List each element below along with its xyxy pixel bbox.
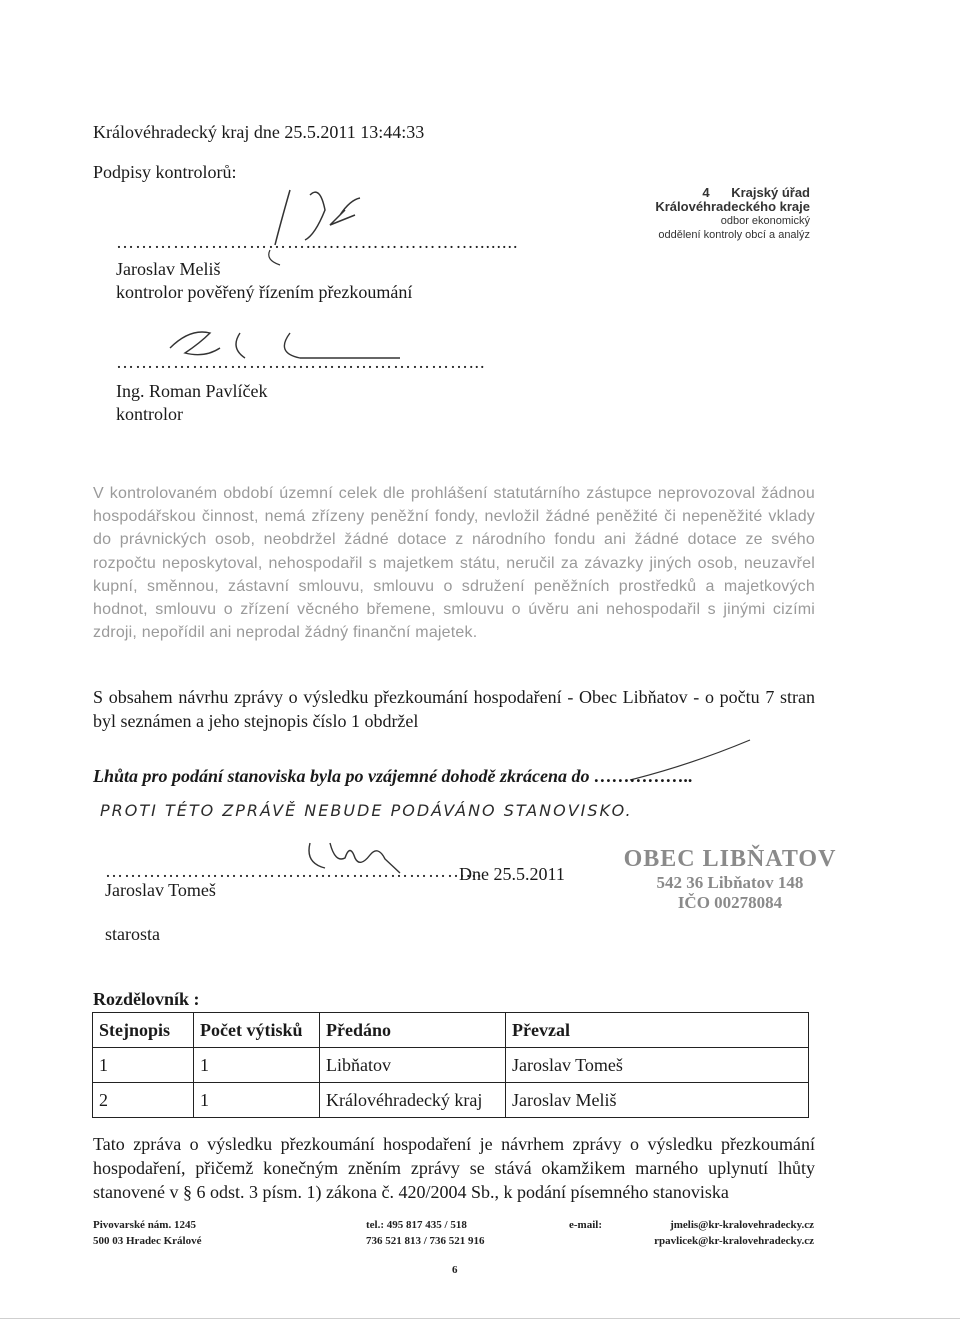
page-number: 6 [452,1264,458,1276]
footer-address [93,1217,201,1249]
footer-phone [366,1217,485,1249]
table-cell: Jaroslav Tomeš [506,1048,809,1083]
footer-email-1[interactable]: jmelis@kr-kralovehradecky.cz [670,1219,814,1231]
signature-melis [250,180,390,270]
table-header-cell: Počet výtisků [194,1013,320,1048]
footer-phone-line1: tel.: 495 817 435 / 518 [366,1219,467,1231]
footer-address-line2: 500 03 Hradec Králové [93,1235,202,1247]
signature-line-2: ………………………..………………………... [116,352,486,372]
table-header-cell: Stejnopis [93,1013,194,1048]
controller-2-name: Ing. Roman Pavlíček [116,381,268,401]
controller-1-name: Jaroslav Meliš [116,259,221,279]
municipality-stamp-line2: 542 36 Libňatov 148 [656,873,804,892]
mayor-name: Jaroslav Tomeš [105,880,216,900]
mayor-role: starosta [105,924,160,944]
page-edge-rule [0,1318,960,1319]
mayor-signature-line: …………………………………………………... [105,861,483,881]
municipality-stamp [620,846,840,913]
stamp-line3: odbor ekonomický [720,215,810,227]
table-cell: Jaroslav Meliš [506,1083,809,1118]
table-cell: 2 [93,1083,194,1118]
footer-email-2[interactable]: rpavlicek@kr-kralovehradecky.cz [654,1235,814,1247]
table-header-row [93,1013,809,1048]
table-header-cell: Předáno [320,1013,506,1048]
mayor-date: Dne 25.5.2011 [459,864,565,884]
municipality-stamp-line1: OBEC LIBŇATOV [623,846,837,872]
stamp-line2: Královéhradeckého kraje [655,199,810,214]
table-header-cell: Převzal [506,1013,809,1048]
controller-2-role: kontrolor [116,404,183,424]
signature-line-1: …………………………...……………………........ [116,232,519,252]
document-date-line: Královéhradecký kraj dne 25.5.2011 13:44:33 [93,122,425,142]
distribution-table [92,1012,809,1118]
closing-paragraph: Tato zpráva o výsledku přezkoumání hospodaření je návrhem zprávy o výsledku přezkoumání hospodaření, přičemž konečným zněním zprávy se stává okamžikem marného uplynutí lhůty stanovené v § 6 odst. 3 písm. 1) zákona č. 420/2004 Sb., k podání písemného stanoviska [93,1134,815,1202]
acknowledgement-paragraph: S obsahem návrhu zprávy o výsledku přezkoumání hospodaření - Obec Libňatov - o počtu 7 stran byl seznámen a jeho stejnopis číslo 1 obdržel [93,687,815,731]
stamp-number: 4 [702,185,710,200]
table-row [93,1048,809,1083]
statement-paragraph: V kontrolovaném období územní celek dle prohlášení statutárního zástupce neprovozoval žádnou hospodářskou činnost, nemá zřízeny peněžní fondy, nevložil žádné peněžité či nepeněžité vklady do právnických osob, neobdržel žádné dotace z národního fondu ani žádné dotace ze svého rozpočtu neposkytoval, nehospodařil s majetkem státu, neručil za závazky jiných osob, neuzavřel kupní, směnnou, zástavní smlouvu, smlouvu o sdružení peněžních prostředků a majetkových hodnot, smlouvu o zřízení věcného břemene, smlouvu o úvěru ani nehospodařil s jinými cizími zdroji, nepořídil ani neprodal žádný finanční majetek. [93,485,815,642]
table-cell: Libňatov [320,1048,506,1083]
municipality-stamp-line3: IČO 00278084 [677,893,783,912]
signatures-label: Podpisy kontrolorů: [93,162,237,182]
footer-address-line1: Pivovarské nám. 1245 [93,1219,196,1231]
table-row [93,1083,809,1118]
table-cell: 1 [194,1048,320,1083]
controller-1-role: kontrolor pověřený řízením přezkoumání [116,282,413,302]
table-cell: Královéhradecký kraj [320,1083,506,1118]
table-cell: 1 [194,1083,320,1118]
stamp-line4: oddělení kontroly obcí a analýz [658,229,810,241]
table-cell: 1 [93,1048,194,1083]
footer-email [626,1217,814,1249]
footer-phone-line2: 736 521 813 / 736 521 916 [366,1235,485,1247]
handwritten-note: PROTI TÉTO ZPRÁVĚ NEBUDE PODÁVÁNO STANOVISKO. [100,801,633,820]
footer-email-label: e-mail: [569,1219,602,1231]
deadline-line: Lhůta pro podání stanoviska byla po vzájemné dohodě zkrácena do …………….. [93,766,694,786]
office-stamp [630,186,810,242]
distribution-title: Rozdělovník : [93,989,200,1009]
stamp-line1: Krajský úřad [731,185,810,200]
